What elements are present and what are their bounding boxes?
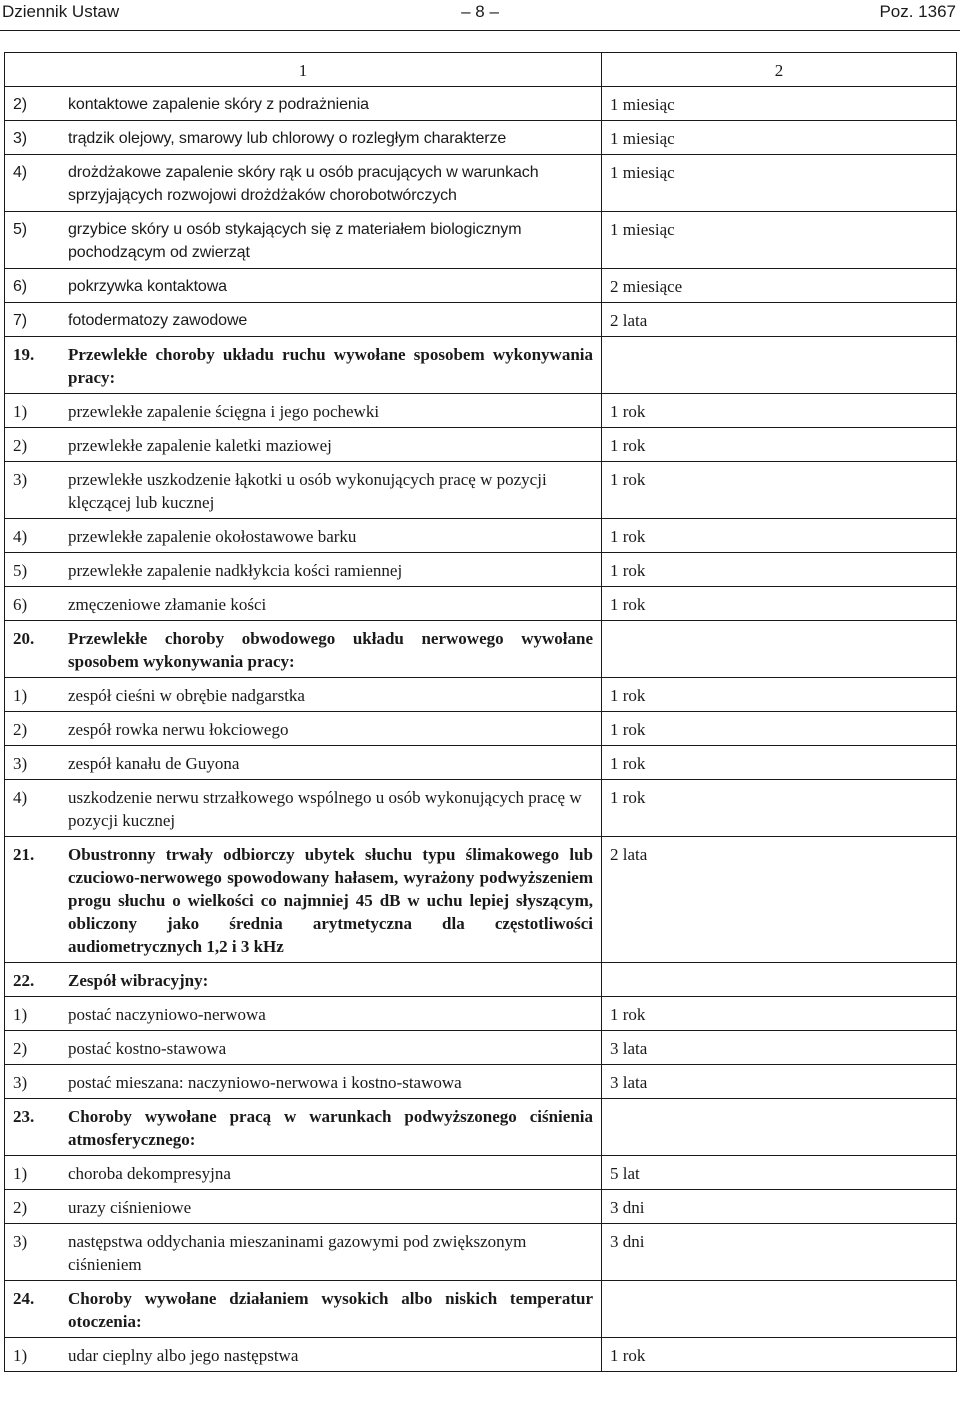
table-row — [5, 462, 957, 519]
disease-name: Choroby wywołane działaniem wysokich albo niskich temperatur otoczenia: — [68, 1289, 593, 1331]
disease-name: zespół kanału de Guyona — [68, 754, 240, 773]
disease-entry — [13, 434, 593, 457]
disease-name: urazy ciśnieniowe — [68, 1198, 192, 1217]
disease-entry — [13, 1105, 593, 1151]
duration-cell: 1 rok — [602, 1338, 957, 1372]
disease-entry — [13, 127, 593, 150]
disease-cell — [5, 155, 602, 212]
duration-cell: 1 rok — [602, 462, 957, 519]
table-row — [5, 428, 957, 462]
disease-entry — [13, 1287, 593, 1333]
entry-number: 3) — [13, 1073, 28, 1092]
entry-number: 2) — [13, 96, 28, 113]
disease-name: przewlekłe zapalenie nadkłykcia kości ramiennej — [68, 561, 403, 580]
disease-cell — [5, 394, 602, 428]
disease-entry — [13, 400, 593, 423]
entry-number: 1) — [13, 1164, 28, 1183]
disease-entry — [13, 1071, 593, 1094]
publication-title: Dziennik Ustaw — [2, 2, 120, 21]
duration-cell: 1 miesiąc — [602, 87, 957, 121]
disease-entry — [13, 752, 593, 775]
table-row — [5, 303, 957, 337]
duration-cell: 1 rok — [602, 997, 957, 1031]
disease-cell — [5, 519, 602, 553]
duration-cell: 1 rok — [602, 712, 957, 746]
duration-cell: 3 lata — [602, 1065, 957, 1099]
disease-entry — [13, 718, 593, 741]
disease-entry — [13, 1037, 593, 1060]
entry-number: 5) — [13, 221, 28, 238]
disease-name: drożdżakowe zapalenie skóry rąk u osób pracujących w warunkach sprzyjających rozwojowi drożdżaków chorobotwórczych — [68, 164, 539, 204]
duration-cell: 1 rok — [602, 428, 957, 462]
entry-number: 20. — [13, 629, 35, 648]
disease-entry — [13, 468, 593, 514]
table-row — [5, 553, 957, 587]
disease-cell — [5, 963, 602, 997]
disease-entry — [13, 1196, 593, 1219]
disease-entry — [13, 93, 593, 116]
disease-cell — [5, 428, 602, 462]
disease-name: Przewlekłe choroby układu ruchu wywołane sposobem wykonywania pracy: — [68, 345, 593, 387]
disease-cell — [5, 337, 602, 394]
disease-name: uszkodzenie nerwu strzałkowego wspólnego u osób wykonujących pracę w pozycji kucznej — [68, 788, 582, 830]
disease-cell — [5, 269, 602, 303]
entry-number: 3) — [13, 1232, 28, 1251]
duration-cell — [602, 1099, 957, 1156]
disease-cell — [5, 1031, 602, 1065]
entry-number: 2) — [13, 1198, 28, 1217]
section-row — [5, 1099, 957, 1156]
disease-entry — [13, 1162, 593, 1185]
entry-number: 4) — [13, 788, 28, 807]
entry-number: 1) — [13, 686, 28, 705]
entry-number: 7) — [13, 312, 28, 329]
entry-number: 19. — [13, 345, 35, 364]
table-row — [5, 780, 957, 837]
entry-number: 5) — [13, 561, 28, 580]
entry-number: 3) — [13, 130, 28, 147]
table-row — [5, 746, 957, 780]
disease-name: Przewlekłe choroby obwodowego układu nerwowego wywołane sposobem wykonywania pracy: — [68, 629, 593, 671]
disease-cell — [5, 587, 602, 621]
disease-cell — [5, 997, 602, 1031]
disease-name: przewlekłe zapalenie kaletki maziowej — [68, 436, 332, 455]
section-row — [5, 337, 957, 394]
disease-name: zmęczeniowe złamanie kości — [68, 595, 267, 614]
table-row — [5, 155, 957, 212]
section-row — [5, 837, 957, 963]
entry-number: 2) — [13, 720, 28, 739]
disease-entry — [13, 525, 593, 548]
disease-cell — [5, 303, 602, 337]
duration-cell: 1 rok — [602, 780, 957, 837]
table-row — [5, 712, 957, 746]
entry-number: 6) — [13, 278, 28, 295]
entry-number: 24. — [13, 1289, 35, 1308]
disease-cell — [5, 121, 602, 155]
disease-cell — [5, 1156, 602, 1190]
disease-cell — [5, 780, 602, 837]
disease-cell — [5, 1190, 602, 1224]
disease-name: choroba dekompresyjna — [68, 1164, 231, 1183]
table-row — [5, 87, 957, 121]
disease-name: przewlekłe zapalenie okołostawowe barku — [68, 527, 357, 546]
disease-entry — [13, 559, 593, 582]
table-row — [5, 212, 957, 269]
disease-entry — [13, 1344, 593, 1367]
disease-entry — [13, 684, 593, 707]
table-row — [5, 519, 957, 553]
duration-cell: 1 rok — [602, 394, 957, 428]
disease-cell — [5, 837, 602, 963]
disease-cell — [5, 1224, 602, 1281]
disease-cell — [5, 553, 602, 587]
duration-cell: 2 lata — [602, 837, 957, 963]
disease-entry — [13, 843, 593, 958]
disease-cell — [5, 678, 602, 712]
entry-number: 1) — [13, 1346, 28, 1365]
duration-cell: 1 rok — [602, 678, 957, 712]
disease-cell — [5, 87, 602, 121]
disease-entry — [13, 786, 593, 832]
disease-entry — [13, 627, 593, 673]
disease-name: Zespół wibracyjny: — [68, 971, 209, 990]
disease-cell — [5, 212, 602, 269]
disease-name: pokrzywka kontaktowa — [68, 278, 227, 295]
disease-name: zespół cieśni w obrębie nadgarstka — [68, 686, 305, 705]
disease-name: zespół rowka nerwu łokciowego — [68, 720, 289, 739]
disease-name: Choroby wywołane pracą w warunkach podwyższonego ciśnienia atmosferycznego: — [68, 1107, 593, 1149]
table-row — [5, 678, 957, 712]
disease-cell — [5, 746, 602, 780]
disease-cell — [5, 1099, 602, 1156]
duration-cell: 1 miesiąc — [602, 155, 957, 212]
disease-cell — [5, 1281, 602, 1338]
disease-entry — [13, 218, 593, 264]
table-row — [5, 1031, 957, 1065]
disease-cell — [5, 1065, 602, 1099]
table-row — [5, 1190, 957, 1224]
table-row — [5, 1224, 957, 1281]
disease-name: Obustronny trwały odbiorczy ubytek słuchu typu ślimakowego lub czuciowo-nerwowego spowodowany hałasem, wyrażony podwyższeniem progu słuchu o wielkości co najmniej 45 dB w uchu lepiej słyszącym, obliczony jako średnia arytmetyczna dla częstotliwości audiometrycznych 1,2 i 3 kHz — [68, 845, 593, 956]
disease-name: przewlekłe uszkodzenie łąkotki u osób wykonujących pracę w pozycji klęczącej lub kucznej — [68, 470, 547, 512]
duration-cell: 1 rok — [602, 746, 957, 780]
disease-name: przewlekłe zapalenie ścięgna i jego pochewki — [68, 402, 380, 421]
section-row — [5, 621, 957, 678]
disease-cell — [5, 462, 602, 519]
duration-cell: 1 rok — [602, 587, 957, 621]
entry-number: 2) — [13, 1039, 28, 1058]
entry-number: 23. — [13, 1107, 35, 1126]
table-row — [5, 997, 957, 1031]
disease-table — [4, 52, 957, 1372]
column-header-1: 1 — [5, 53, 602, 87]
disease-entry — [13, 161, 593, 207]
entry-number: 1) — [13, 402, 28, 421]
disease-cell — [5, 712, 602, 746]
disease-name: udar cieplny albo jego następstwa — [68, 1346, 299, 1365]
disease-entry — [13, 969, 593, 992]
disease-name: grzybice skóry u osób stykających się z materiałem biologicznym pochodzącym od zwierząt — [68, 221, 522, 261]
entry-number: 21. — [13, 845, 35, 864]
duration-cell — [602, 1281, 957, 1338]
entry-number: 4) — [13, 164, 28, 181]
disease-entry — [13, 309, 593, 332]
table-row — [5, 1065, 957, 1099]
entry-number: 4) — [13, 527, 28, 546]
disease-name: trądzik olejowy, smarowy lub chlorowy o rozległym charakterze — [68, 130, 507, 147]
disease-entry — [13, 1230, 593, 1276]
section-row — [5, 1281, 957, 1338]
duration-cell: 5 lat — [602, 1156, 957, 1190]
table-row — [5, 1338, 957, 1372]
duration-cell: 1 rok — [602, 553, 957, 587]
table-row — [5, 394, 957, 428]
page-number: – 8 – — [461, 2, 499, 21]
entry-number: 6) — [13, 595, 28, 614]
duration-cell — [602, 621, 957, 678]
duration-cell: 3 dni — [602, 1224, 957, 1281]
disease-name: następstwa oddychania mieszaninami gazowymi pod zwiększonym ciśnieniem — [68, 1232, 527, 1274]
disease-name: postać kostno-stawowa — [68, 1039, 227, 1058]
table-row — [5, 587, 957, 621]
entry-number: 22. — [13, 971, 35, 990]
duration-cell: 1 miesiąc — [602, 212, 957, 269]
header-divider — [0, 30, 960, 31]
entry-number: 2) — [13, 436, 28, 455]
disease-name: postać naczyniowo-nerwowa — [68, 1005, 266, 1024]
duration-cell — [602, 337, 957, 394]
page-header — [0, 0, 960, 26]
table-row — [5, 1156, 957, 1190]
disease-name: fotodermatozy zawodowe — [68, 312, 248, 329]
duration-cell: 2 lata — [602, 303, 957, 337]
disease-name: postać mieszana: naczyniowo-nerwowa i kostno-stawowa — [68, 1073, 462, 1092]
column-header-row — [5, 53, 957, 87]
duration-cell: 2 miesiące — [602, 269, 957, 303]
disease-name: kontaktowe zapalenie skóry z podrażnienia — [68, 96, 369, 113]
section-row — [5, 963, 957, 997]
disease-cell — [5, 621, 602, 678]
duration-cell: 1 rok — [602, 519, 957, 553]
duration-cell: 1 miesiąc — [602, 121, 957, 155]
disease-cell — [5, 1338, 602, 1372]
entry-number: 3) — [13, 470, 28, 489]
disease-entry — [13, 593, 593, 616]
disease-entry — [13, 1003, 593, 1026]
duration-cell — [602, 963, 957, 997]
disease-entry — [13, 343, 593, 389]
duration-cell: 3 dni — [602, 1190, 957, 1224]
disease-entry — [13, 275, 593, 298]
column-header-2: 2 — [602, 53, 957, 87]
table-row — [5, 121, 957, 155]
entry-number: 1) — [13, 1005, 28, 1024]
entry-number: 3) — [13, 754, 28, 773]
position-number: Poz. 1367 — [879, 2, 956, 21]
table-row — [5, 269, 957, 303]
duration-cell: 3 lata — [602, 1031, 957, 1065]
